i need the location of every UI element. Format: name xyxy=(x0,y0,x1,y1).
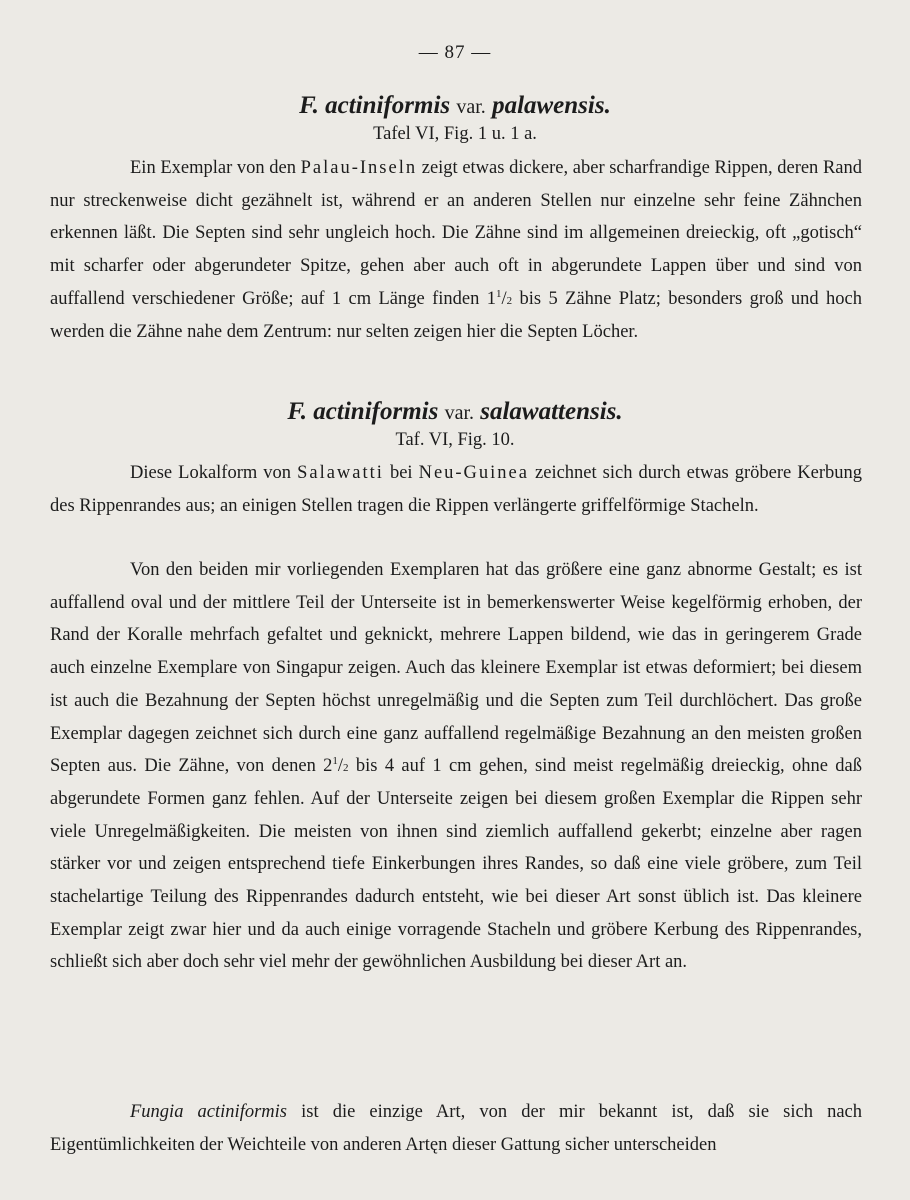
text-run: Von den beiden mir vorliegenden Exemplaren hat das größere eine ganz abnorme Gestalt; es ist auffallend oval und der mittlere Teil der Unterseite ist in bemerkenswerter Weise kegelförmig erhoben, der Rand der Koralle mehrfach gefaltet und geknickt, mehrere Lappen bildend, wie das in geringerem Grade auch einzelne Exemplare von Singapur zeigen. Auch das kleinere Exemplar ist etwas deformiert; bei diesem ist auch die Bezahnung der Septen höchst unregelmäßig und die Septen zum Teil durchlöchert. Das große Exemplar dagegen zeichnet sich durch eine ganz auffallend regelmäßige Bezahnung an den meisten großen Septen aus. Die Zähne, von denen 2 xyxy=(50,560,862,777)
fraction-denominator: 2 xyxy=(343,762,349,775)
variety-name: palawensis. xyxy=(492,92,611,119)
genus-name: F. actiniformis xyxy=(287,398,439,425)
text-run: bis 5 Zähne Platz; besonders groß und hoch werden die Zähne nahe dem Zentrum: nur selten zeigen hier die Septen Löcher. xyxy=(50,288,863,342)
var-label: var. xyxy=(444,402,474,424)
locality-name: Salawatti xyxy=(297,463,384,483)
species-name: Fungia actiniformis xyxy=(130,1102,287,1122)
fraction-numerator: 1 xyxy=(496,287,502,300)
plate-reference: Taf. VI, Fig. 10. xyxy=(395,430,515,450)
paragraph-salawattensis-specimens: Von den beiden mir vorliegenden Exemplaren hat das größere eine ganz abnorme Gestalt; es ist auffallend oval und der mittlere Teil der Unterseite ist in bemerkenswerter Weise kegelförmig erhoben, der Rand der Koralle mehrfach gefaltet und geknickt, mehrere Lappen bildend, wie das in geringerem Grade auch einzelne Exemplare von Singapur zeigen. Auch das kleinere Exemplar ist etwas deformiert; bei diesem ist auch die Bezahnung der Septen höchst unregelmäßig und die Septen zum Teil durchlöchert. Das große Exemplar dagegen zeichnet sich durch eine ganz auffallend regelmäßige Bezahnung an den meisten großen Septen aus. Die Zähne, von denen $2^1/2$ bis 4 auf 1 cm gehen, sind meist regelmäßig dreieckig, ohne daß abgerundete Formen ganz fehlen. Auf der Unterseite zeigen bei diesem großen Exemplar die Rippen sehr viele Unregelmäßigkeiten. Die meisten von ihnen sind ziemlich auffallend gekerbt; einzelne aber ragen stärker vor und zeigen entsprechend tiefe Einkerbungen ihres Randes, so daß eine viele gröbere, zum Teil stachelartige Teilung des Rippenrandes dadurch entsteht, wie bei dieser Art sonst üblich ist. Das kleinere Exemplar zeigt zwar hier und da auch einige vorragende Stacheln und gröbere Kerbung des Rippenrandes, schließt sich aber doch sehr viel mehr der gewöhnlichen Ausbildung bei dieser Art an. xyxy=(50,560,862,973)
variety-name: salawattensis. xyxy=(480,398,623,425)
paragraph-fungia-actiniformis xyxy=(50,1096,862,1161)
var-label: var. xyxy=(456,96,486,118)
text-run: zeigt etwas dickere, aber scharfrandige Rippen, deren Rand nur streckenweise dicht gezähnelt ist, während er an anderen Stellen nur einzelne sehr feine Zähnchen erkennen läßt. Die Septen sind sehr ungleich hoch. Die Zähne sind im allgemeinen dreieckig, oft „gotisch“ mit scharfer oder abgerundeter Spitze, gehen aber auch oft in abgerundete Lappen über und sind von auffallend verschiedener Größe; auf 1 cm Länge finden 1 xyxy=(50,158,862,309)
paragraph-salawattensis-intro xyxy=(50,457,862,522)
fraction-denominator: 2 xyxy=(506,294,513,307)
section-heading-palawensis xyxy=(0,92,910,120)
plate-reference: Tafel VI, Fig. 1 u. 1 a. xyxy=(373,124,537,144)
text-run: bei xyxy=(389,463,413,483)
fraction-numerator: 1 xyxy=(332,755,338,768)
locality-name: Neu-Guinea xyxy=(418,463,529,483)
text-run: zeichnet sich durch etwas gröbere Kerbung des Rippenrandes aus; an einigen Stellen tragen die Rippen verlängerte griffelförmige Stacheln. xyxy=(50,463,863,516)
text-run: Diese Lokalform von xyxy=(130,463,292,483)
section-heading-salawattensis xyxy=(0,398,910,426)
text-run: Ein Exemplar von den xyxy=(130,158,296,178)
locality-name: Palau-Inseln xyxy=(300,158,418,178)
genus-name: F. actiniformis xyxy=(299,92,451,119)
page-number: — 87 — xyxy=(418,42,492,63)
text-run: ist die einzige Art, von der mir bekannt ist, daß sie sich nach Eigentümlichkeiten der Weichteile von anderen Artęn dieser Gattung sicher unterscheiden xyxy=(50,1102,862,1155)
paragraph-palawensis: Ein Exemplar von den Palau-Inseln zeigt etwas dickere, aber scharfrandige Rippen, deren Rand nur streckenweise dicht gezähnelt ist, während er an anderen Stellen nur einzelne sehr feine Zähnchen erkennen läßt. Die Septen sind sehr ungleich hoch. Die Zähne sind im allgemeinen dreieckig, oft „gotisch“ mit scharfer oder abgerundeter Spitze, gehen aber auch oft in abgerundete Lappen über und sind von auffallend verschiedener Größe; auf 1 cm Länge finden $1^1/2$ bis 5 Zähne Platz; besonders groß und hoch werden die Zähne nahe dem Zentrum: nur selten zeigen hier die Septen Löcher. xyxy=(50,158,863,342)
text-run: bis 4 auf 1 cm gehen, sind meist regelmäßig dreieckig, ohne daß abgerundete Formen ganz fehlen. Auf der Unterseite zeigen bei diesem großen Exemplar die Rippen sehr viele Unregelmäßigkeiten. Die meisten von ihnen sind ziemlich auffallend gekerbt; einzelne aber ragen stärker vor und zeigen entsprechend tiefe Einkerbungen ihres Randes, so daß eine viele gröbere, zum Teil stachelartige Teilung des Rippenrandes dadurch entsteht, wie bei dieser Art sonst üblich ist. Das kleinere Exemplar zeigt zwar hier und da auch einige vorragende Stacheln und gröbere Kerbung des Rippenrandes, schließt sich aber doch sehr viel mehr der gewöhnlichen Ausbildung bei dieser Art an. xyxy=(50,756,862,973)
